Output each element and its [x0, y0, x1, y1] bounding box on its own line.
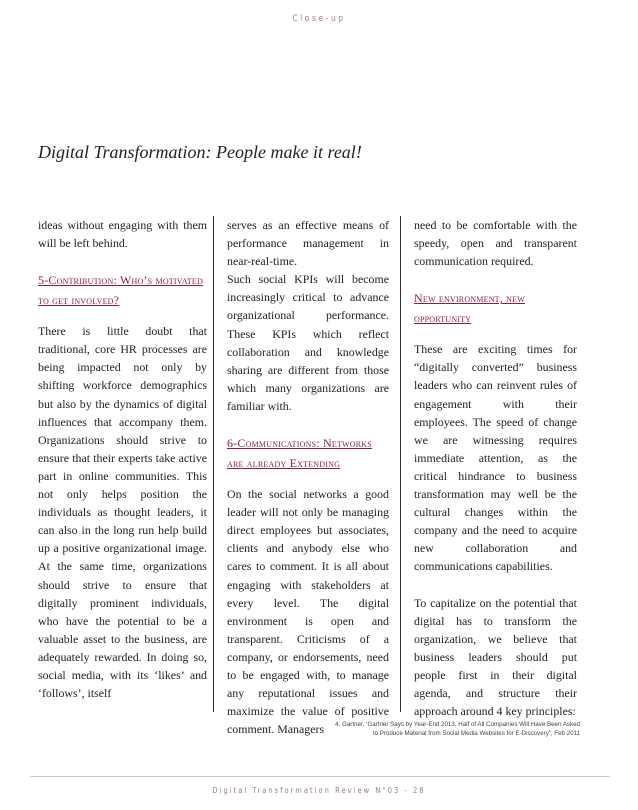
footnote-line-2: to Produce Material from Social Media Websites for E-Discovery”, Feb 2011 — [372, 730, 580, 737]
column-1 — [38, 216, 213, 712]
heading-number: 5- — [38, 273, 49, 288]
heading-text: Communications: Networks are already Extending — [227, 436, 372, 471]
column-3 — [401, 216, 588, 719]
section-kicker: Close-up — [292, 14, 346, 24]
paragraph: These are exciting times for “digitally converted” business leaders who can reinvent rules of engagement with their employees. The speed of change we are witnessing requires immediate attention, as the critical hindrance to business transformation may well be the cultural changes within the company and the need to acquire new collaboration and communications capabilities. — [414, 342, 577, 574]
paragraph: To capitalize on the potential that digital has to transform the organization, we believe that business leaders should put people first in their digital agenda, and structure their approach around 4 key principles: — [414, 595, 577, 719]
paragraph: Such social KPIs will become increasingly critical to advance organizational performance. These KPIs which reflect collaboration and knowledge sharing are different from those which many organizations are familiar with. — [227, 272, 389, 413]
section-heading-new-environment — [414, 288, 577, 328]
paragraph: On the social networks a good leader will not only be managing direct employees but associates, clients and anybody else who cares to comment. It is all about engaging with stakeholders at every level. The digital environment is open and transparent. Criticisms of a company, or endorsements, need to be engaged with, to manage any reputational issues and maximize the value of positive comment. Managers — [227, 487, 389, 737]
footer-divider — [30, 776, 610, 777]
footnote-line-1: 4. Gartner, ‘Gartner Says by Year-End 2013, Half of All Companies Will Have Been Asked — [335, 721, 580, 728]
footnote — [220, 720, 580, 738]
section-heading-5 — [38, 270, 207, 310]
column-2 — [213, 216, 401, 737]
section-heading-6 — [227, 433, 389, 473]
paragraph: serves as an effective means of performance management in near-real-time. — [227, 218, 389, 269]
page-footer: Digital Transformation Review N°03 - 28 — [212, 786, 426, 795]
article-title: Digital Transformation: People make it real! — [38, 142, 362, 162]
heading-text: Contribution: Who’s motivated to get involved? — [38, 273, 203, 308]
paragraph: need to be comfortable with the speedy, open and transparent communication required. — [414, 218, 577, 269]
paragraph: ideas without engaging with them will be left behind. — [38, 218, 207, 251]
paragraph: There is little doubt that traditional, core HR processes are being impacted not only by shifting workforce demographics but also by the dynamics of digital influences that accompany them. Organizations should strive to ensure that their experts take active part in online communities. This not only helps position the individuals as thought leaders, it can also in the long run help build up a positive organizational image. At the same time, organizations should strive to ensure that digitally prominent individuals, who have the potential to be a valuable asset to the business, are adequately rewarded. In doing so, social media, with its ‘likes’ and ‘follows’, itself — [38, 324, 207, 701]
heading-number: 6- — [227, 436, 238, 451]
heading-text: New environment, new opportunity — [414, 291, 525, 326]
